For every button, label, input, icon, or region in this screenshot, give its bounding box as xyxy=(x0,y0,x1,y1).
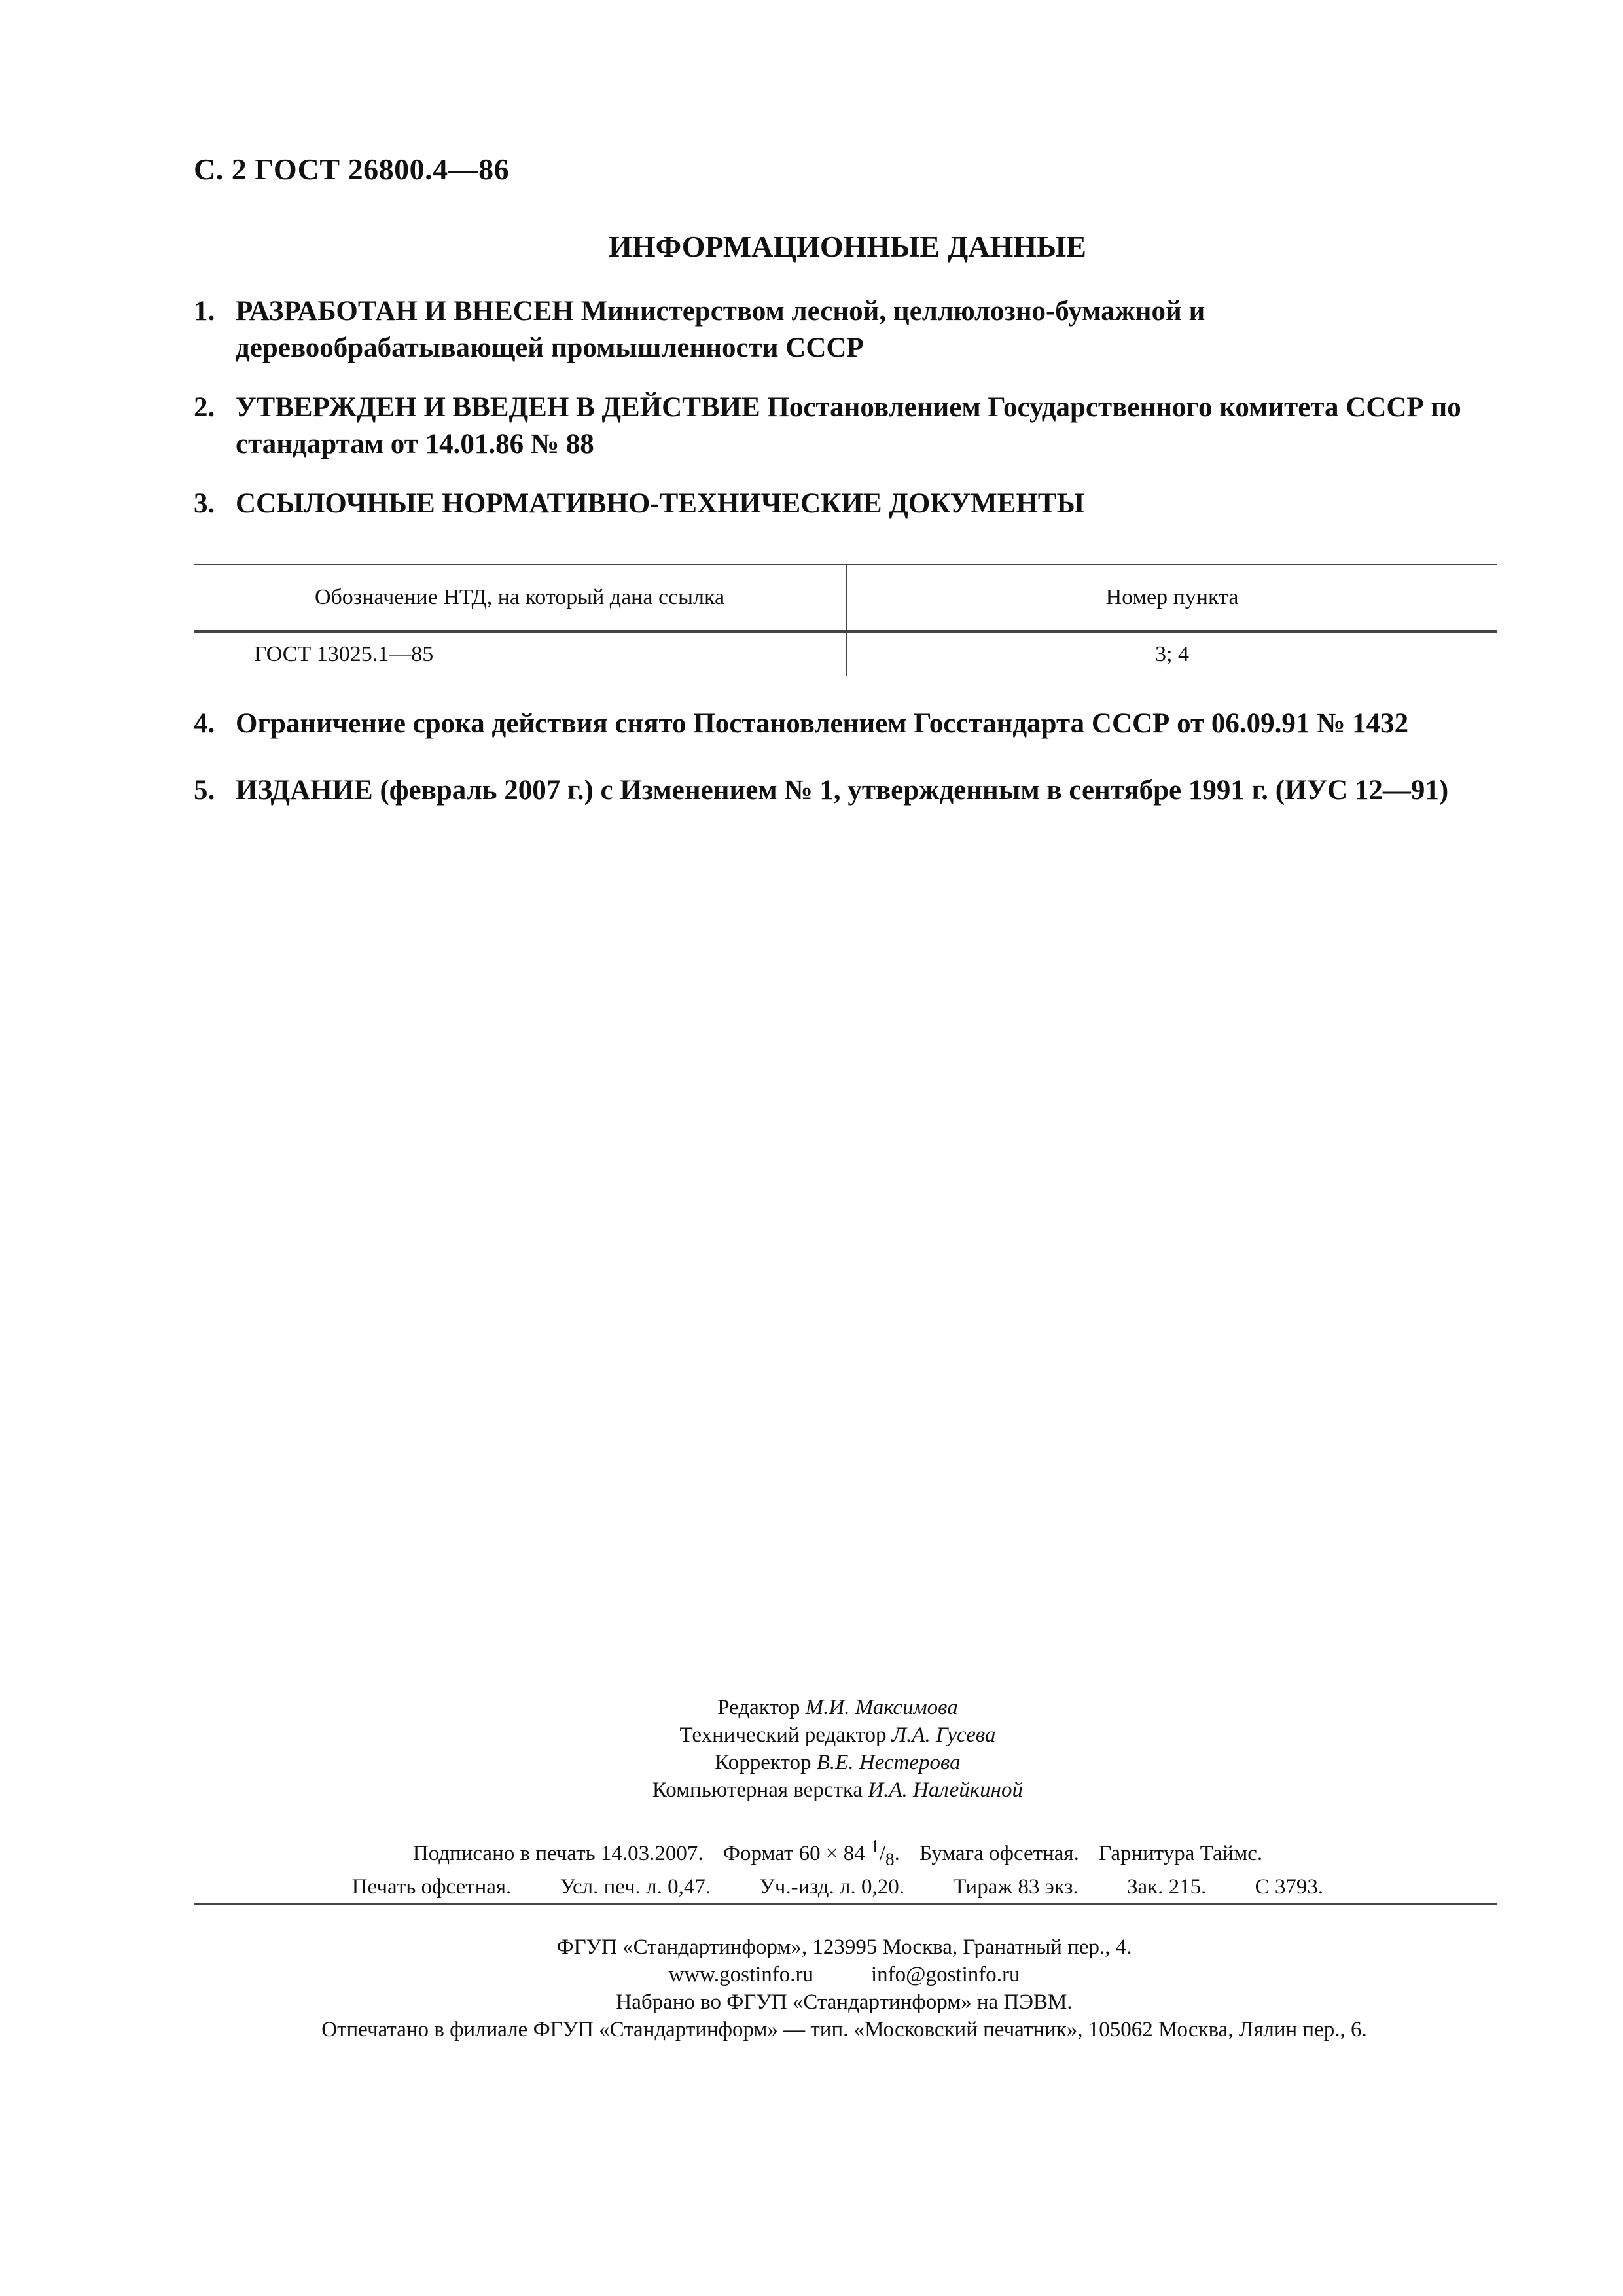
table-header-designation: Обозначение НТД, на который дана ссылка xyxy=(194,565,846,632)
publisher-email[interactable]: info@gostinfo.ru xyxy=(871,1963,1020,1986)
credit-line xyxy=(0,1776,1623,1804)
item-text: ИЗДАНИЕ (февраль 2007 г.) с Изменением № 1, утвержденным в сентябре 1991 г. (ИУС 12—91) xyxy=(236,775,1449,806)
credit-role: Редактор xyxy=(717,1696,800,1719)
credits-block xyxy=(0,1694,1623,1804)
info-item-1 xyxy=(194,293,1503,367)
info-item-4 xyxy=(194,706,1503,742)
credit-role: Технический редактор xyxy=(679,1723,887,1747)
credit-line xyxy=(0,1749,1623,1776)
section-title: ИНФОРМАЦИОННЫЕ ДАННЫЕ xyxy=(609,230,1086,263)
item-text: Ограничение срока действия снято Постановлением Госстандарта СССР от 06.09.91 № 1432 xyxy=(236,708,1409,739)
format-fraction-den: 8 xyxy=(885,1848,895,1869)
publisher-website[interactable]: www.gostinfo.ru xyxy=(668,1963,814,1986)
print-sheets: Усл. печ. л. 0,47. xyxy=(560,1874,711,1899)
order-number: Зак. 215. xyxy=(1126,1874,1207,1899)
info-item-3 xyxy=(194,486,1503,522)
credit-name: М.И. Максимова xyxy=(805,1696,958,1719)
credit-name: В.Е. Нестерова xyxy=(816,1751,961,1774)
page-header: С. 2 ГОСТ 26800.4—86 xyxy=(194,152,510,186)
item-text: ССЫЛОЧНЫЕ НОРМАТИВНО-ТЕХНИЧЕСКИЕ ДОКУМЕНТЫ xyxy=(236,488,1084,519)
print-info-block xyxy=(0,1833,1623,1901)
item-number: 3. xyxy=(194,488,215,519)
reference-documents-table xyxy=(194,564,1497,676)
order-code: С 3793. xyxy=(1255,1874,1324,1899)
item-number: 5. xyxy=(194,775,215,806)
info-item-5 xyxy=(194,772,1503,809)
format-label: Формат 60 × 84 xyxy=(722,1842,865,1865)
publisher-address: ФГУП «Стандартинформ», 123995 Москва, Гранатный пер., 4. xyxy=(556,1935,1132,1959)
printed-info: Отпечатано в филиале ФГУП «Стандартинформ» — тип. «Московский печатник», 105062 Москва, Лялин пер., 6. xyxy=(321,2018,1367,2041)
pub-sheets: Уч.-изд. л. 0,20. xyxy=(759,1874,904,1899)
table-cell-clause: 3; 4 xyxy=(1155,642,1189,666)
credit-line xyxy=(0,1694,1623,1721)
print-info-line-2 xyxy=(0,1873,1623,1901)
format-fraction-num: 1 xyxy=(870,1836,880,1856)
print-type: Печать офсетная. xyxy=(351,1874,512,1899)
paper-type: Бумага офсетная. xyxy=(919,1842,1079,1865)
item-text: УТВЕРЖДЕН И ВВЕДЕН В ДЕЙСТВИЕ Постановлением Государственного комитета СССР по стандартам от 14.01.86 № 88 xyxy=(236,392,1461,459)
format: Формат 60 × 84 $^1/_8$. xyxy=(722,1836,900,1869)
publisher-contacts xyxy=(0,1961,1623,1988)
item-text: РАЗРАБОТАН И ВНЕСЕН Министерством лесной, целлюлозно-бумажной и деревообрабатывающей промышленности СССР xyxy=(236,296,1205,363)
table-header-clause: Номер пункта xyxy=(846,565,1497,632)
signed-date: Подписано в печать 14.03.2007. xyxy=(412,1842,704,1865)
print-run: Тираж 83 экз. xyxy=(953,1874,1079,1899)
divider xyxy=(194,1903,1497,1905)
print-info-line-1 xyxy=(0,1833,1623,1873)
publisher-block xyxy=(0,1933,1623,2043)
item-number: 2. xyxy=(194,392,215,423)
table-row xyxy=(194,632,1497,677)
credit-name: Л.А. Гусева xyxy=(891,1723,996,1747)
typeset-info: Набрано во ФГУП «Стандартинформ» на ПЭВМ. xyxy=(616,1990,1073,2014)
credit-line xyxy=(0,1721,1623,1749)
credit-role: Компьютерная верстка xyxy=(652,1778,863,1802)
table-header-row xyxy=(194,565,1497,632)
item-number: 1. xyxy=(194,296,215,327)
credit-role: Корректор xyxy=(715,1751,812,1774)
info-item-2 xyxy=(194,389,1503,463)
item-number: 4. xyxy=(194,708,215,739)
credit-name: И.А. Налейкиной xyxy=(868,1778,1024,1802)
table-cell-designation: ГОСТ 13025.1—85 xyxy=(194,632,846,677)
typeface: Гарнитура Таймс. xyxy=(1099,1842,1263,1865)
